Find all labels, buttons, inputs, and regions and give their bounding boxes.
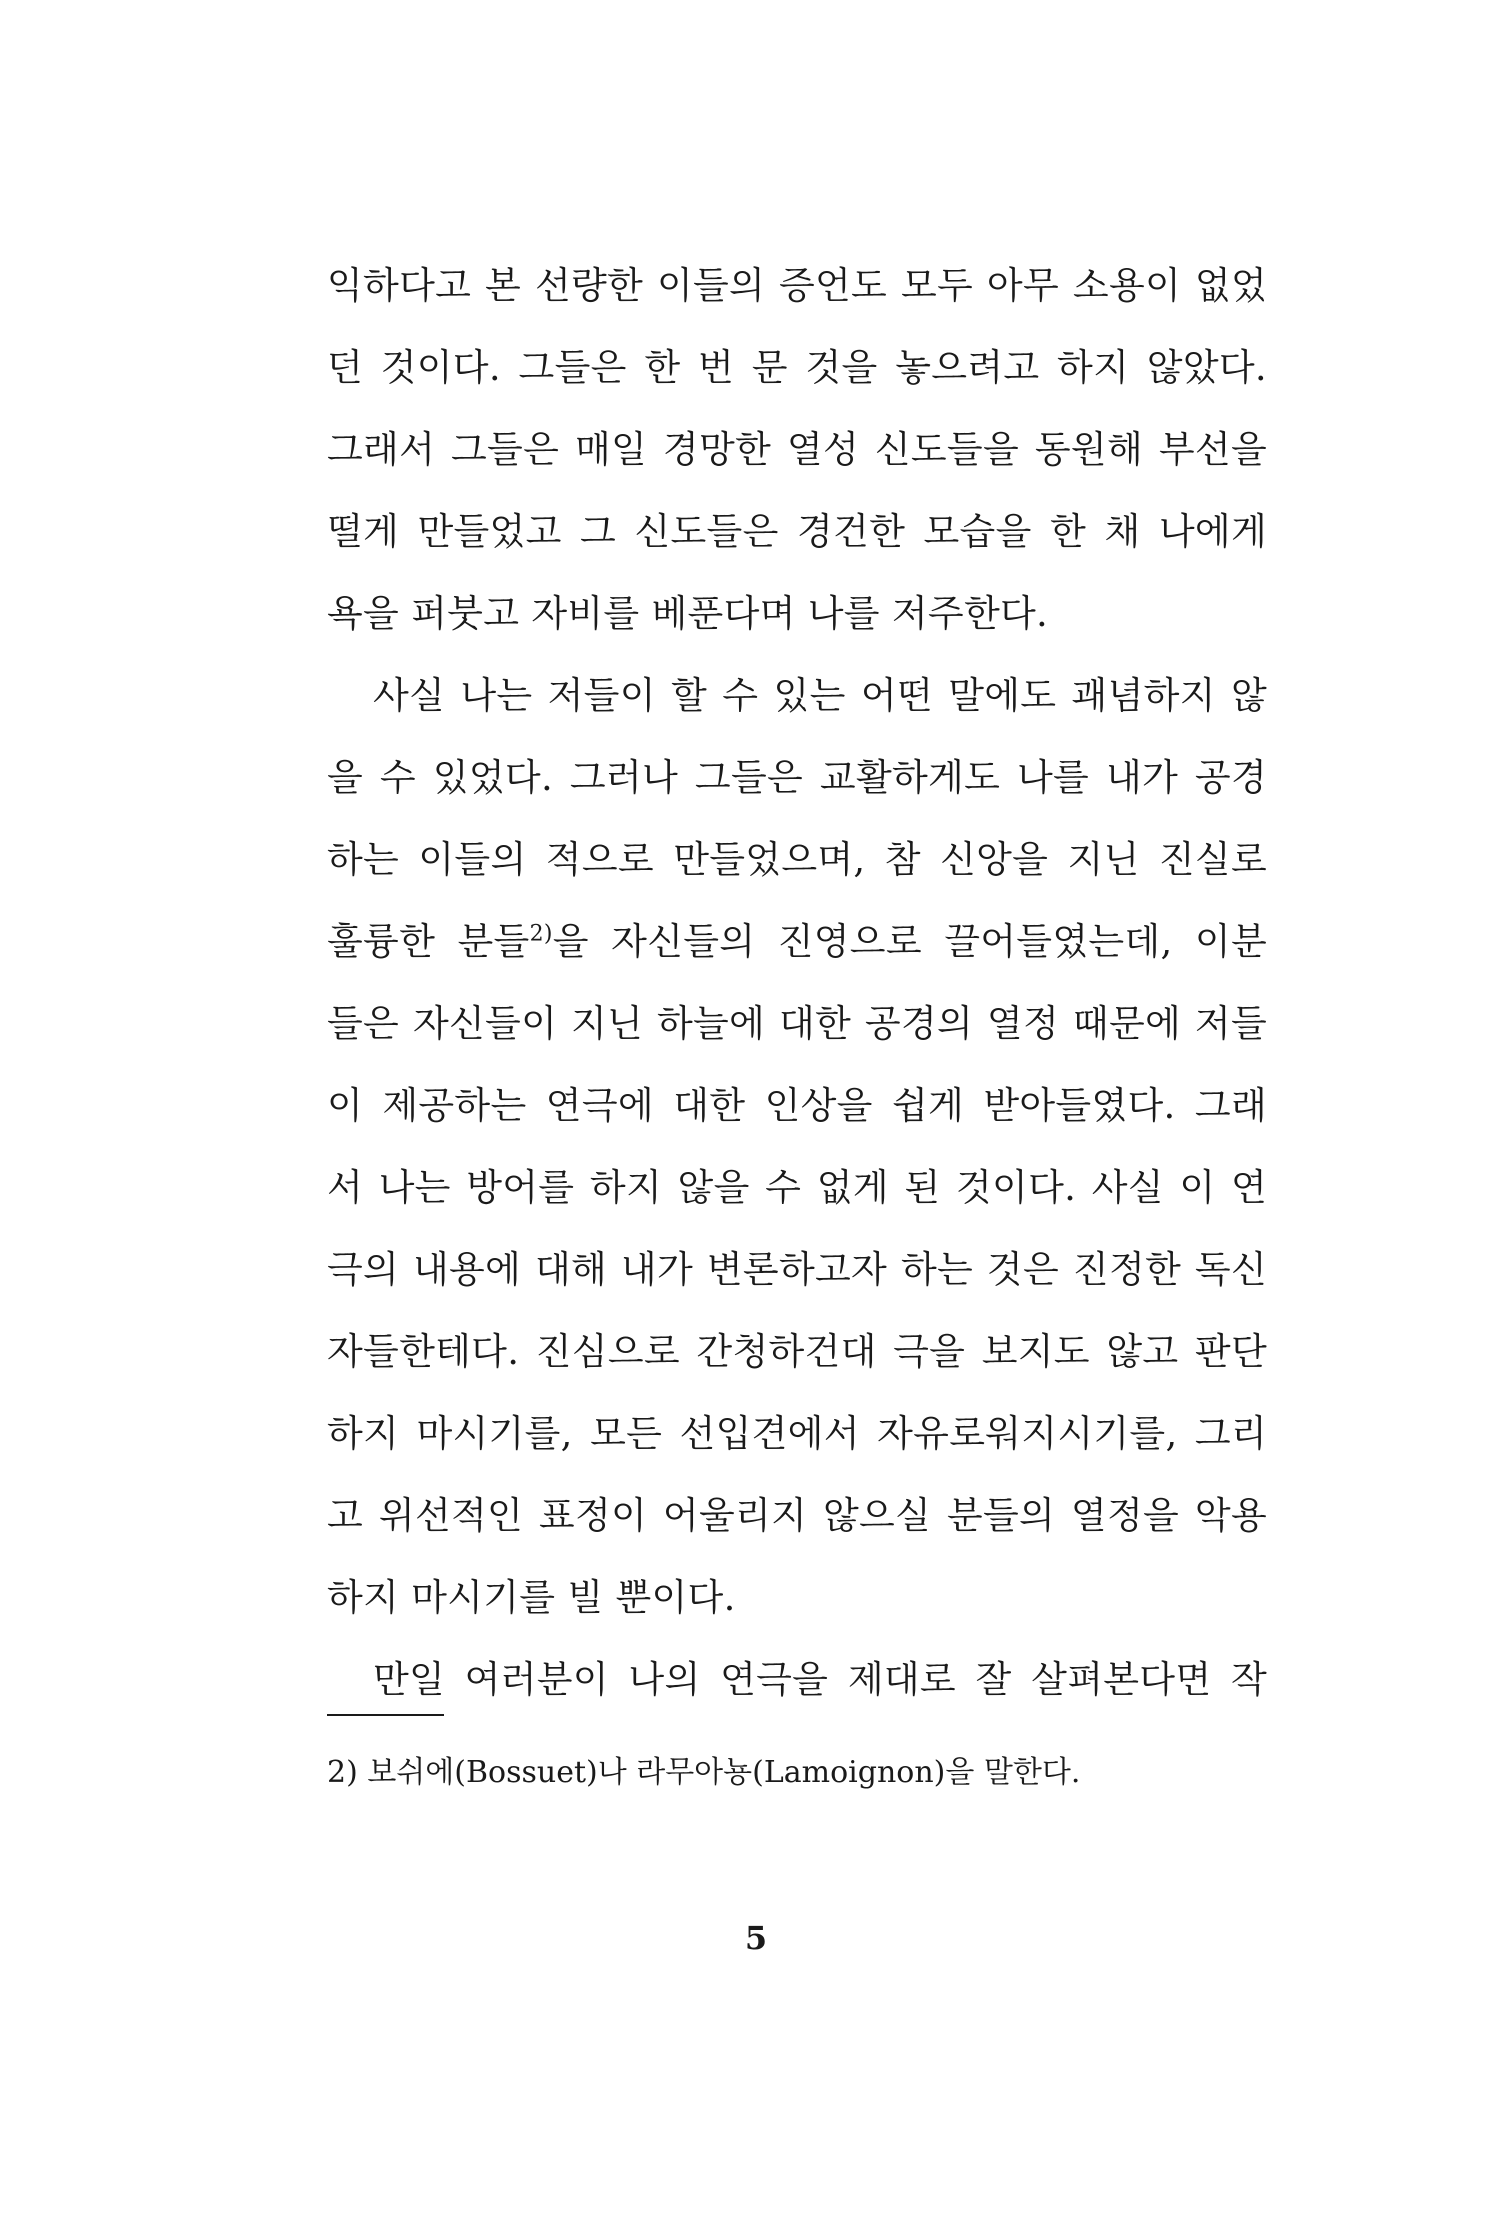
text-line: 이 제공하는 연극에 대한 인상을 쉽게 받아들였다. 그래	[327, 1084, 1267, 1127]
text-line: 하는 이들의 적으로 만들었으며, 참 신앙을 지닌 진실로	[327, 838, 1267, 881]
text-line: 던 것이다. 그들은 한 번 문 것을 놓으려고 하지 않았다.	[327, 346, 1267, 389]
footnote-reference: 2)	[529, 921, 553, 947]
body-text	[327, 245, 1267, 1721]
footnote-divider	[327, 1714, 444, 1716]
text-line: 그래서 그들은 매일 경망한 열성 신도들을 동원해 부선을	[327, 428, 1267, 471]
text-line: 하지 마시기를, 모든 선입견에서 자유로워지시기를, 그리	[327, 1412, 1267, 1455]
text-line: 서 나는 방어를 하지 않을 수 없게 된 것이다. 사실 이 연	[327, 1166, 1267, 1209]
text-line: 극의 내용에 대해 내가 변론하고자 하는 것은 진정한 독신	[327, 1248, 1267, 1291]
text-line: 고 위선적인 표정이 어울리지 않으실 분들의 열정을 악용	[327, 1494, 1267, 1537]
text-segment: 을 자신들의 진영으로 끌어들였는데, 이분	[552, 920, 1267, 963]
text-line: 들은 자신들이 지닌 하늘에 대한 공경의 열정 때문에 저들	[327, 1002, 1267, 1045]
text-line: 하지 마시기를 빌 뿐이다.	[327, 1576, 736, 1619]
text-line: 을 수 있었다. 그러나 그들은 교활하게도 나를 내가 공경	[327, 756, 1267, 799]
text-line: 자들한테다. 진심으로 간청하건대 극을 보지도 않고 판단	[327, 1330, 1267, 1373]
text-line: 사실 나는 저들이 할 수 있는 어떤 말에도 괘념하지 않	[373, 674, 1267, 717]
text-segment: 훌륭한 분들	[327, 920, 530, 963]
text-line: 익하다고 본 선량한 이들의 증언도 모두 아무 소용이 없었	[327, 264, 1267, 307]
text-line: 욕을 퍼붓고 자비를 베푼다며 나를 저주한다.	[327, 592, 1049, 635]
text-line: 만일 여러분이 나의 연극을 제대로 잘 살펴본다면 작	[373, 1658, 1267, 1701]
text-line: 떨게 만들었고 그 신도들은 경건한 모습을 한 채 나에게	[327, 510, 1267, 553]
text-line-with-footnote	[327, 901, 1267, 983]
page-number: 5	[744, 1919, 768, 1957]
footnote: 2) 보쉬에(Bossuet)나 라무아뇽(Lamoignon)을 말한다.	[327, 1755, 1081, 1790]
